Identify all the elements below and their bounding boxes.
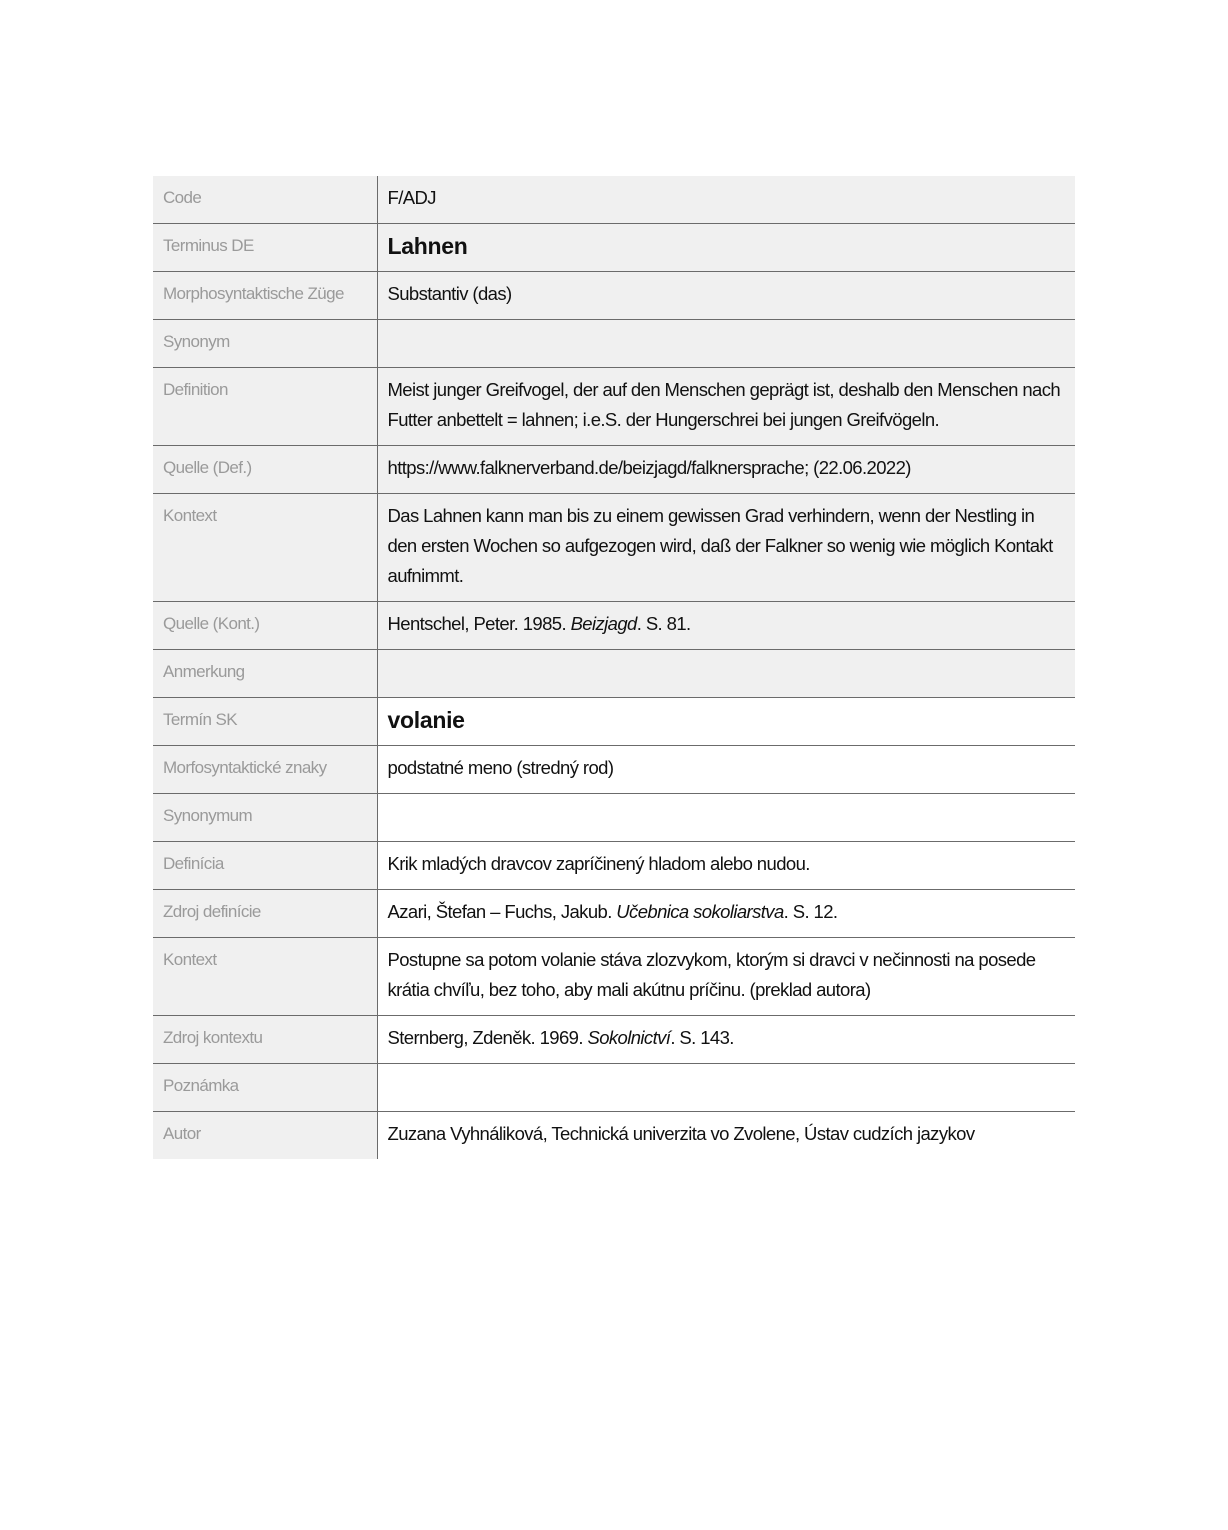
term-de-label: Terminus DE (153, 224, 377, 272)
row-note-de (153, 650, 1075, 698)
context-de-value: Das Lahnen kann man bis zu einem gewissen Grad verhindern, wenn der Nestling in den ersten Wochen so aufgezogen wird, daß der Falkner so wenig wie möglich Kontakt aufnimmt. (377, 494, 1075, 602)
row-code (153, 176, 1075, 224)
row-source-context-de (153, 602, 1075, 650)
row-definition-de (153, 368, 1075, 446)
definition-de-value: Meist junger Greifvogel, der auf den Menschen geprägt ist, deshalb den Menschen nach Futter anbettelt = lahnen; i.e.S. der Hungerschrei bei jungen Greifvögeln. (377, 368, 1075, 446)
source-def-de-value: https://www.falknerverband.de/beizjagd/falknersprache; (22.06.2022) (377, 446, 1075, 494)
note-de-label: Anmerkung (153, 650, 377, 698)
author-value: Zuzana Vyhnáliková, Technická univerzita vo Zvolene, Ústav cudzích jazykov (377, 1112, 1075, 1160)
row-source-def-sk (153, 890, 1075, 938)
definition-sk-value: Krik mladých dravcov zapríčinený hladom alebo nudou. (377, 842, 1075, 890)
synonym-de-label: Synonym (153, 320, 377, 368)
source-context-de-label: Quelle (Kont.) (153, 602, 377, 650)
context-de-label: Kontext (153, 494, 377, 602)
morpho-de-label: Morphosyntaktische Züge (153, 272, 377, 320)
source-context-sk-value (377, 1016, 1075, 1064)
author-label: Autor (153, 1112, 377, 1160)
source-def-sk-value (377, 890, 1075, 938)
row-author (153, 1112, 1075, 1160)
row-source-def-de (153, 446, 1075, 494)
row-note-sk (153, 1064, 1075, 1112)
source-context-sk-label: Zdroj kontextu (153, 1016, 377, 1064)
morpho-sk-label: Morfosyntaktické znaky (153, 746, 377, 794)
code-value: F/ADJ (377, 176, 1075, 224)
terminology-entry-table (153, 176, 1075, 1159)
note-sk-label: Poznámka (153, 1064, 377, 1112)
row-definition-sk (153, 842, 1075, 890)
row-context-sk (153, 938, 1075, 1016)
row-synonym-sk (153, 794, 1075, 842)
morpho-de-value: Substantiv (das) (377, 272, 1075, 320)
row-context-de (153, 494, 1075, 602)
code-label: Code (153, 176, 377, 224)
definition-de-label: Definition (153, 368, 377, 446)
note-de-value (377, 650, 1075, 698)
term-sk-label: Termín SK (153, 698, 377, 746)
citation-title: Beizjagd (570, 613, 637, 634)
citation-page: . S. 81. (636, 613, 691, 634)
row-term-sk (153, 698, 1075, 746)
context-sk-label: Kontext (153, 938, 377, 1016)
citation-page: . S. 12. (783, 901, 838, 922)
row-morpho-sk (153, 746, 1075, 794)
term-sk-value: volanie (377, 698, 1075, 746)
row-morpho-de (153, 272, 1075, 320)
citation-page: . S. 143. (670, 1027, 734, 1048)
source-def-sk-label: Zdroj definície (153, 890, 377, 938)
source-def-de-label: Quelle (Def.) (153, 446, 377, 494)
row-synonym-de (153, 320, 1075, 368)
synonym-de-value (377, 320, 1075, 368)
synonym-sk-label: Synonymum (153, 794, 377, 842)
citation-text: Azari, Štefan – Fuchs, Jakub. (387, 901, 617, 922)
citation-title: Sokolnictví (587, 1027, 671, 1048)
citation-text: Sternberg, Zdeněk. 1969. (387, 1027, 588, 1048)
context-sk-value: Postupne sa potom volanie stáva zlozvykom, ktorým si dravci v nečinnosti na posede krátia chvíľu, bez toho, aby mali akútnu príčinu. (preklad autora) (377, 938, 1075, 1016)
morpho-sk-value: podstatné meno (stredný rod) (377, 746, 1075, 794)
row-term-de (153, 224, 1075, 272)
citation-text: Hentschel, Peter. 1985. (387, 613, 571, 634)
row-source-context-sk (153, 1016, 1075, 1064)
note-sk-value (377, 1064, 1075, 1112)
citation-title: Učebnica sokoliarstva (616, 901, 784, 922)
term-de-value: Lahnen (377, 224, 1075, 272)
synonym-sk-value (377, 794, 1075, 842)
source-context-de-value (377, 602, 1075, 650)
definition-sk-label: Definícia (153, 842, 377, 890)
